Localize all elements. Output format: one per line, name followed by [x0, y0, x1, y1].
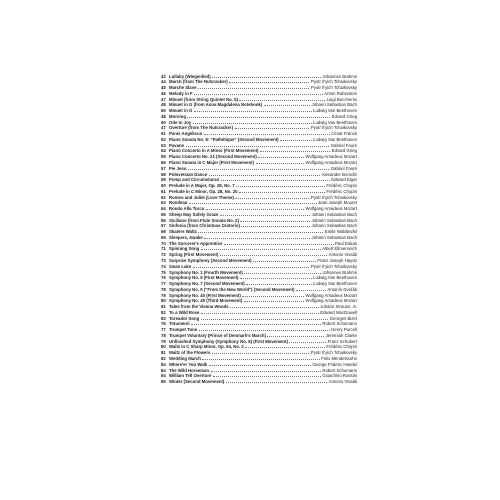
piece-title: Waltz of the Flowers — [169, 350, 211, 356]
page-number: 58 — [161, 171, 166, 177]
dot-leader — [235, 194, 309, 199]
dot-leader — [193, 119, 312, 124]
composer-name: Ludwig Van Beethoven — [313, 275, 357, 281]
piece-title: Where'er You Walk — [169, 361, 208, 367]
page-number: 77 — [161, 327, 166, 333]
composer-name: Johannes Brahms — [322, 73, 357, 79]
dot-leader — [201, 309, 319, 314]
piece-title: Morning — [169, 113, 186, 119]
dot-leader — [264, 102, 310, 107]
composer-name: Wolfgang Amadeus Mozart — [305, 292, 357, 298]
piece-title: Sheep May Safely Graze — [169, 211, 219, 217]
piece-title: Trumpet Voluntary (Prince of Denmark's March) — [169, 332, 266, 338]
piece-title: Panis Angelicus — [169, 131, 203, 137]
page-number: 81 — [161, 304, 166, 310]
page-number: 55 — [161, 154, 166, 160]
dot-leader — [280, 136, 312, 141]
page-number: 75 — [161, 269, 166, 275]
piece-title: Pie Jesu — [169, 165, 187, 171]
piece-title: Symphony No. 5 (First Movement) — [169, 275, 239, 281]
piece-title: Träumerei — [169, 321, 190, 327]
dot-leader — [220, 252, 327, 257]
page-number: 57 — [161, 165, 166, 171]
page-number: 70 — [161, 240, 166, 246]
page-number: 85 — [161, 379, 166, 385]
dot-leader — [211, 367, 321, 372]
composer-name: Antonín Dvořák — [327, 286, 357, 292]
page-number: 74 — [161, 263, 166, 269]
page-number: 45 — [161, 85, 166, 91]
piece-title: Marche Slave — [169, 85, 197, 91]
piece-title: Sleepers, Awake — [169, 234, 203, 240]
page-number: 84 — [161, 361, 166, 367]
dot-leader — [229, 79, 309, 84]
piece-title: Piano Concerto No. 21 (Second Movement) — [169, 154, 257, 160]
page-number: 68 — [161, 229, 166, 235]
piece-title: Surprise Symphony (Second Movement) — [169, 258, 252, 263]
page-number: 67 — [161, 223, 166, 229]
composer-name: Gioachino Rossini — [322, 373, 357, 379]
page-number: 79 — [161, 292, 166, 298]
composer-name: Robert Schumann — [322, 321, 357, 327]
composer-name: Alexander Borodin — [321, 171, 357, 177]
page-number: 80 — [161, 344, 166, 350]
piece-title: Minuet (from String Quintet No. 5) — [169, 96, 238, 102]
piece-title: Skaters Waltz — [169, 229, 197, 235]
composer-name: Luigi Boccherini — [326, 96, 357, 102]
composer-name: Emile Waldteufel — [324, 229, 357, 235]
composer-name: Anton Rubinstein — [324, 90, 357, 96]
dot-leader — [241, 223, 310, 228]
piece-title: Lullaby (Wiegenlied) — [169, 73, 211, 79]
dot-leader — [258, 154, 304, 159]
piece-title: The Sorcerer's Apprentice — [169, 240, 223, 246]
composer-name: Johann Sebastian Bach — [311, 223, 357, 229]
dot-leader — [193, 263, 310, 268]
piece-title: Spinning Song — [169, 246, 200, 252]
dot-leader — [209, 171, 320, 176]
piece-title: The Wild Horseman — [169, 367, 210, 373]
composer-name: Pyotr Il'yich Tchaikovsky — [310, 79, 357, 85]
composer-name: Paul Dukas — [335, 240, 357, 246]
composer-name: Edvard Grieg — [331, 148, 357, 154]
composer-name: Georges Bizet — [329, 315, 357, 321]
composer-name: Johann Sebastian Bach — [311, 102, 357, 108]
page-number: 42 — [161, 73, 166, 79]
piece-title: Prelude in A Major, Op. 28, No. 7 — [169, 183, 235, 189]
page-number: 66 — [161, 217, 166, 223]
page-number: 52 — [161, 136, 166, 142]
piece-title: Symphony No. 1 (Fourth Movement) — [169, 269, 243, 275]
composer-name: Pyotr Il'yich Tchaikovsky — [310, 85, 357, 91]
dot-leader — [256, 159, 304, 164]
page-number: 50 — [161, 119, 166, 125]
dot-leader — [245, 344, 325, 349]
toc-entry — [161, 332, 357, 338]
dot-leader — [221, 177, 330, 182]
dot-leader — [194, 90, 323, 95]
piece-title: Tales from the Vienna Woods — [169, 304, 229, 310]
dot-leader — [239, 96, 325, 101]
piece-title: Toreador Song — [169, 315, 200, 321]
page-number: 54 — [161, 148, 166, 154]
composer-name: Felix Mendelssohn — [321, 356, 357, 362]
page-number: 80 — [161, 298, 166, 304]
page-number: 71 — [161, 246, 166, 252]
composer-name: Frédéric Chopin — [326, 188, 357, 194]
dot-leader — [189, 200, 317, 205]
piece-title: Piano Sonata No. 8: "Pathétique" (Second Movement) — [169, 136, 279, 142]
composer-name: Gabriel Fauré — [330, 142, 357, 148]
page-number: 48 — [161, 113, 166, 119]
page-number: 65 — [161, 211, 166, 217]
composer-name: Antonio Vivaldi — [328, 379, 357, 385]
dot-leader — [191, 321, 321, 326]
piece-title: Pavane — [169, 142, 185, 148]
piece-title: Minuet in G (from Anna Magdalena Notebook) — [169, 102, 263, 108]
dot-leader — [242, 292, 304, 297]
piece-title: Melody in F — [169, 90, 193, 96]
page-number: 61 — [161, 188, 166, 194]
page-number: 48 — [161, 102, 166, 108]
page-number: 78 — [161, 332, 166, 338]
dot-leader — [186, 142, 330, 147]
dot-leader — [226, 379, 327, 384]
page-number: 72 — [161, 252, 166, 258]
composer-name: Pyotr Il'yich Tchaikovsky — [310, 263, 357, 269]
page-number: 44 — [161, 79, 166, 85]
composer-name: Wolfgang Amadeus Mozart — [305, 206, 357, 212]
composer-name: Albert Ellmenreich — [322, 246, 357, 252]
page-number: 83 — [161, 315, 166, 321]
piece-title: Spring (First Movement) — [169, 252, 219, 258]
composer-name: Ludwig Van Beethoven — [313, 281, 357, 287]
composer-name: Frédéric Chopin — [326, 344, 357, 350]
page-number: 81 — [161, 350, 166, 356]
dot-leader — [296, 286, 326, 291]
piece-title: Piano Concerto in A Minor (First Movement) — [169, 148, 259, 154]
piece-title: Rondeau — [169, 200, 188, 206]
piece-title: Pomp and Circumstance — [169, 177, 220, 183]
piece-title: Symphony No. 9 ("From the New World") (Second Movement) — [169, 286, 295, 292]
page-number: 63 — [161, 200, 166, 206]
dot-leader — [194, 108, 312, 113]
composer-name: Pyotr Il'yich Tchaikovsky — [310, 350, 357, 356]
composer-name: Franz Schubert — [327, 338, 357, 344]
dot-leader — [235, 125, 310, 130]
dot-leader — [244, 269, 321, 274]
page-number: 60 — [161, 183, 166, 189]
piece-title: William Tell Overture — [169, 373, 212, 379]
dot-leader — [201, 246, 321, 251]
dot-leader — [188, 165, 329, 170]
composer-name: Ludwig Van Beethoven — [313, 136, 357, 142]
page-number: 84 — [161, 373, 166, 379]
piece-title: Trumpet Tune — [169, 327, 198, 333]
piece-title: To a Wild Rose — [169, 309, 200, 315]
page-number: 46 — [161, 90, 166, 96]
composer-name: Johann Sebastian Bach — [311, 234, 357, 240]
piece-title: Wedding March — [169, 356, 201, 362]
page-number: 77 — [161, 281, 166, 287]
piece-title: Prelude in C Minor, Op. 28, No. 20 — [169, 188, 238, 194]
piece-title: Overture (from The Nutcracker) — [169, 125, 233, 131]
composer-name: Wolfgang Amadeus Mozart — [305, 298, 357, 304]
piece-title: Symphony No. 40 (First Movement) — [169, 292, 241, 298]
piece-title: Rondo Alla Turca — [169, 206, 205, 212]
dot-leader — [187, 113, 330, 118]
composer-name: Johann Strauss, Jr. — [320, 304, 357, 310]
piece-title: Symphony No. 40 (Third Movement) — [169, 298, 243, 304]
dot-leader — [260, 148, 330, 153]
page-number: 76 — [161, 275, 166, 281]
page-number: 53 — [161, 142, 166, 148]
page-number: 84 — [161, 367, 166, 373]
dot-leader — [204, 131, 330, 136]
composer-name: Frédéric Chopin — [326, 183, 357, 189]
composer-name: Wolfgang Amadeus Mozart — [305, 154, 357, 160]
composer-name: Jeremiah Clarke — [325, 332, 357, 338]
page-number: 78 — [161, 286, 166, 292]
page-number: 76 — [161, 321, 166, 327]
page-number: 79 — [161, 338, 166, 344]
dot-leader — [236, 183, 325, 188]
piece-title: Polovetsian Dance — [169, 171, 208, 177]
page-number: 69 — [161, 234, 166, 240]
page-number: 51 — [161, 131, 166, 137]
composer-name: Henry Purcell — [331, 327, 357, 333]
composer-name: Johann Sebastian Bach — [311, 211, 357, 217]
dot-leader — [289, 338, 326, 343]
piece-title: Unfinished Symphony (Symphony No. 8) (First Movement) — [169, 338, 288, 344]
dot-leader — [240, 275, 312, 280]
toc-entry — [161, 379, 357, 385]
composer-name: Wolfgang Amadeus Mozart — [305, 159, 357, 165]
page-number: 47 — [161, 125, 166, 131]
piece-title: Swan Lake — [169, 263, 192, 269]
piece-title: Siciliano (from Flute Sonata No. 2) — [169, 217, 239, 223]
composer-name: Ludwig Van Beethoven — [313, 119, 357, 125]
page-number: 59 — [161, 177, 166, 183]
piece-title: Symphony No. 7 (Second Movement) — [169, 281, 245, 287]
composer-name: Franz Joseph Haydn — [317, 258, 357, 263]
dot-leader — [239, 188, 325, 193]
dot-leader — [201, 315, 329, 320]
piece-title: Waltz in C Sharp Minor, Op. 64, No. 2 — [169, 344, 244, 350]
composer-name: Antonio Vivaldi — [328, 252, 357, 258]
dot-leader — [202, 356, 319, 361]
dot-leader — [198, 85, 309, 90]
dot-leader — [212, 350, 309, 355]
composer-name: Edvard Grieg — [331, 113, 357, 119]
piece-title: Sinfonia (from Christmas Oratorio) — [169, 223, 240, 229]
page-number: 82 — [161, 309, 166, 315]
page-number: 47 — [161, 96, 166, 102]
composer-name: Gabriel Fauré — [330, 165, 357, 171]
dot-leader — [244, 298, 304, 303]
dot-leader — [206, 206, 304, 211]
piece-title: Ode to Joy — [169, 119, 192, 125]
composer-name: George Frideric Handel — [312, 361, 357, 367]
composer-name: Pyotr Il'yich Tchaikovsky — [310, 125, 357, 131]
composer-name: César Franck — [331, 131, 357, 137]
composer-name: Johannes Brahms — [322, 269, 357, 275]
dot-leader — [253, 258, 316, 263]
dot-leader — [212, 73, 321, 78]
composer-name: Pyotr Il'yich Tchaikovsky — [310, 194, 357, 200]
piece-title: Romeo and Juliet (Love Theme) — [169, 194, 234, 200]
dot-leader — [267, 332, 324, 337]
table-of-contents — [161, 73, 357, 384]
piece-title: March (from The Nutcracker) — [169, 79, 228, 85]
composer-name: Ludwig Van Beethoven — [313, 108, 357, 114]
dot-leader — [209, 361, 311, 366]
composer-name: Robert Schumann — [322, 367, 357, 373]
dot-leader — [230, 304, 319, 309]
page-number: 56 — [161, 159, 166, 165]
page-number: 82 — [161, 356, 166, 362]
dot-leader — [204, 234, 310, 239]
composer-name: Edward MacDowell — [320, 309, 357, 315]
composer-name: Edward Elgar — [331, 177, 357, 183]
piece-title: Piano Sonata in C Major (First Movement) — [169, 159, 254, 165]
dot-leader — [199, 327, 330, 332]
page-number: 73 — [161, 258, 166, 263]
composer-name: Jean Joseph Mouret — [318, 200, 357, 206]
dot-leader — [240, 217, 310, 222]
page-number: 50 — [161, 108, 166, 114]
dot-leader — [213, 373, 321, 378]
dot-leader — [246, 281, 311, 286]
composer-name: Johann Sebastian Bach — [311, 217, 357, 223]
piece-title: Minuet in G — [169, 108, 193, 114]
page-number: 64 — [161, 206, 166, 212]
dot-leader — [198, 229, 323, 234]
dot-leader — [220, 211, 310, 216]
dot-leader — [224, 240, 334, 245]
page-number: 62 — [161, 194, 166, 200]
piece-title: Winter (Second Movement) — [169, 379, 225, 385]
